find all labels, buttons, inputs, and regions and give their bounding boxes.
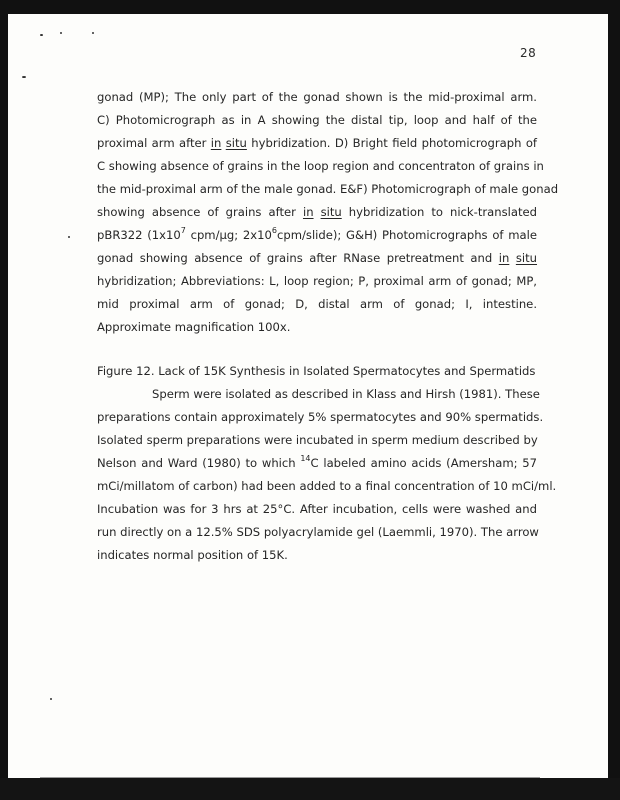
- caption-line: run directly on a 12.5% SDS polyacrylamide gel (Laemmli, 1970). The arrow: [97, 525, 539, 539]
- scan-bottom-edge: [0, 778, 620, 800]
- caption-text: Nelson and Ward (1980) to which: [97, 456, 301, 470]
- caption-text: C labeled amino acids (Amersham; 57: [310, 456, 537, 470]
- caption-text: pBR322 (1x10: [97, 228, 181, 242]
- caption-line: mCi/millatom of carbon) had been added to a final concentration of 10 mCi/ml.: [97, 479, 557, 493]
- italic-term-in: in: [498, 251, 510, 265]
- caption-line: mid proximal arm of gonad; D, distal arm of gonad; I, intestine.: [97, 297, 537, 311]
- italic-term-in: in: [210, 136, 222, 150]
- caption-text: hybridization. D) Bright field photomicrograph of: [246, 136, 538, 150]
- dust-speck: [22, 76, 26, 78]
- caption-text: showing absence of grains after: [97, 205, 303, 219]
- italic-term-situ: situ: [515, 251, 538, 265]
- caption-line: C) Photomicrograph as in A showing the distal tip, loop and half of the: [97, 113, 537, 127]
- caption-line: the mid-proximal arm of the male gonad. E&F) Photomicrograph of male gonad: [97, 182, 559, 196]
- caption-line: [97, 251, 537, 267]
- superscript: 6: [271, 226, 277, 235]
- caption-line: indicates normal position of 15K.: [97, 548, 288, 562]
- dust-speck: [50, 698, 52, 700]
- caption-text: proximal arm after: [97, 136, 211, 150]
- caption-text: cpm/slide); G&H) Photomicrographs of male: [276, 228, 537, 242]
- dust-speck: [68, 236, 70, 238]
- caption-text: cpm/µg; 2x10: [185, 228, 272, 242]
- caption-line: [97, 228, 537, 244]
- caption-line: Approximate magnification 100x.: [97, 320, 291, 334]
- caption-line: [97, 136, 537, 152]
- dust-speck: [60, 32, 62, 34]
- dust-speck: [40, 34, 43, 36]
- caption-line: Isolated sperm preparations were incubated in sperm medium described by: [97, 433, 538, 447]
- superscript: 7: [180, 226, 186, 235]
- caption-text: hybridization to nick-translated: [341, 205, 537, 219]
- italic-term-situ: situ: [225, 136, 247, 150]
- page-edge-line: [40, 777, 540, 778]
- caption-line: gonad (MP); The only part of the gonad shown is the mid-proximal arm.: [97, 90, 537, 104]
- caption-text: gonad showing absence of grains after RNase pretreatment and: [97, 251, 499, 265]
- caption-line: [97, 456, 537, 472]
- italic-term-situ: situ: [320, 205, 342, 219]
- caption-line: preparations contain approximately 5% spermatocytes and 90% spermatids.: [97, 410, 544, 424]
- dust-speck: [92, 32, 94, 34]
- italic-term-in: in: [302, 205, 314, 219]
- page-number: 28: [520, 46, 537, 60]
- caption-line: Sperm were isolated as described in Klass and Hirsh (1981). These: [152, 387, 540, 401]
- figure-heading: Figure 12. Lack of 15K Synthesis in Isolated Spermatocytes and Spermatids: [97, 364, 536, 378]
- caption-line: Incubation was for 3 hrs at 25°C. After incubation, cells were washed and: [97, 502, 537, 516]
- caption-line: [97, 205, 537, 221]
- caption-line: C showing absence of grains in the loop region and concentraton of grains in: [97, 159, 544, 173]
- caption-line: hybridization; Abbreviations: L, loop region; P, proximal arm of gonad; MP,: [97, 274, 537, 288]
- superscript: 14: [300, 454, 311, 463]
